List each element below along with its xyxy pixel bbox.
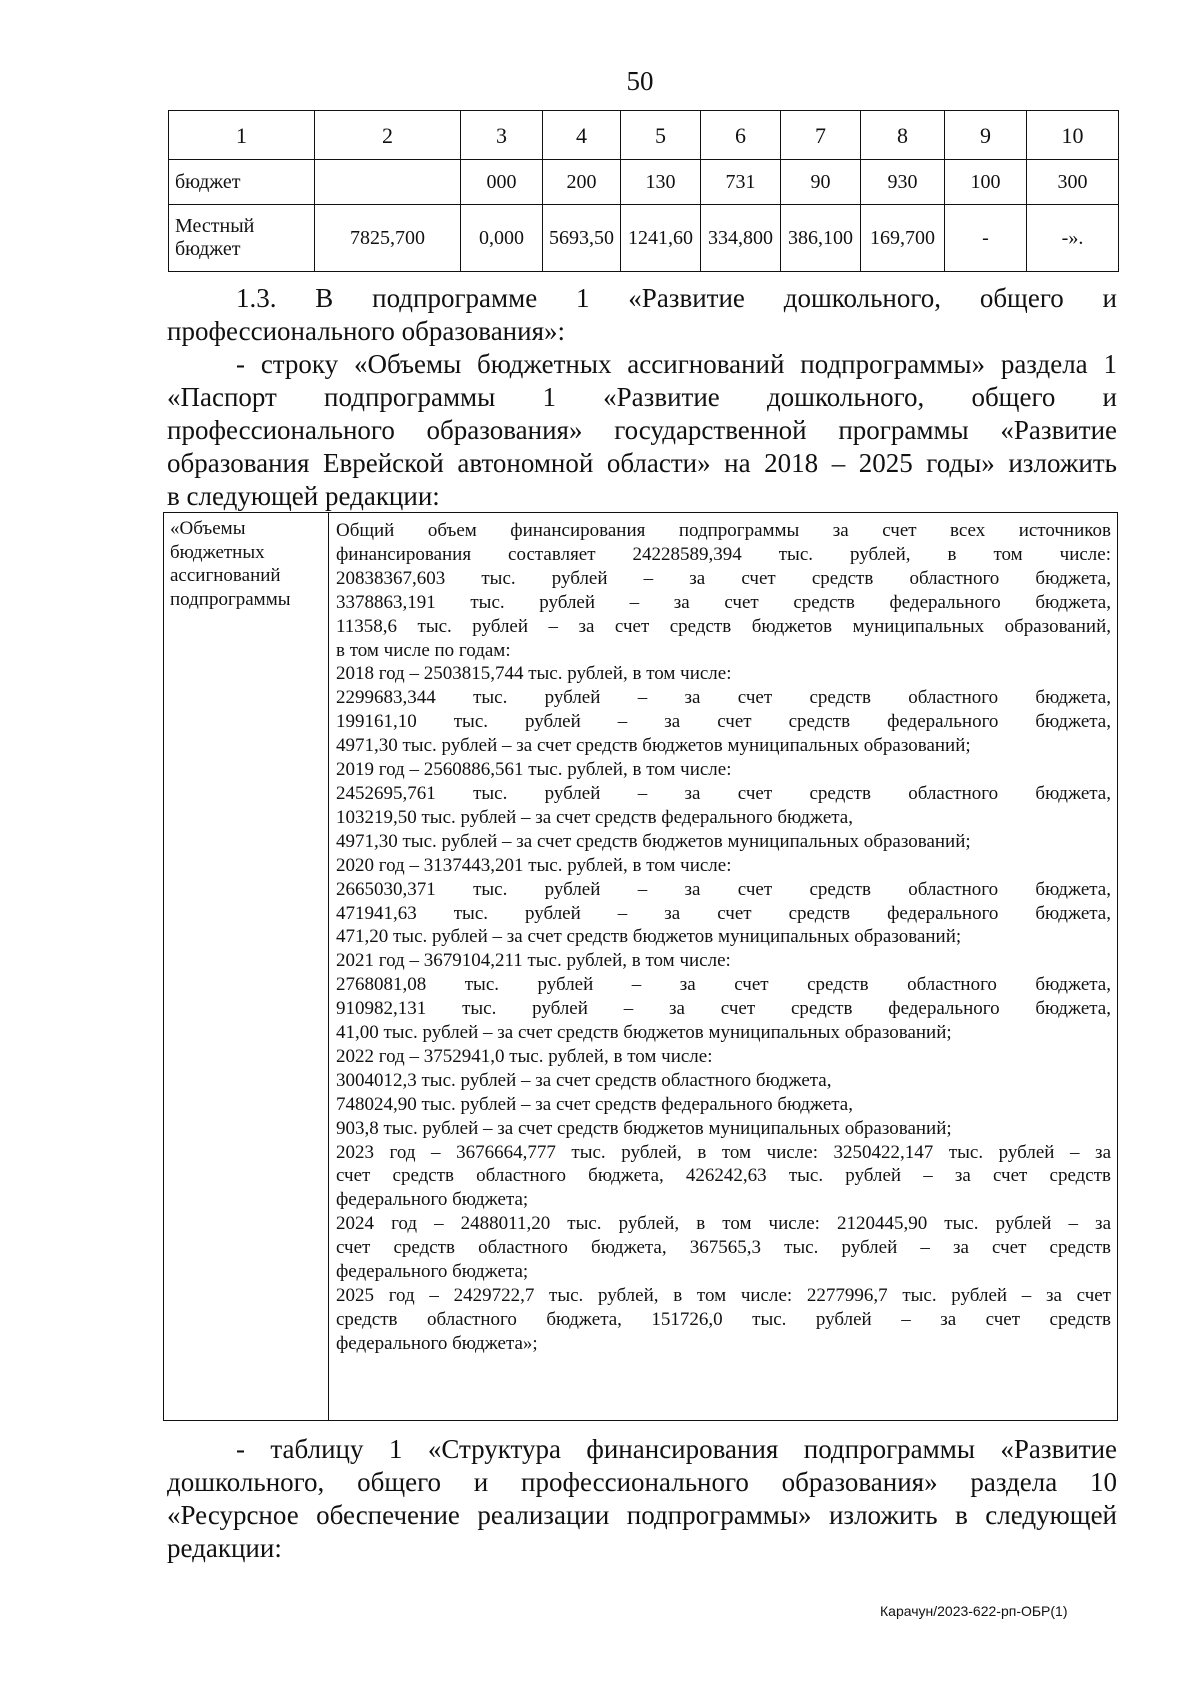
content-line: 471941,63 тыс. рублей – за счет средств федерального бюджета,	[336, 902, 1111, 924]
table-header-cell: 2	[315, 111, 461, 160]
table-header-cell: 9	[945, 111, 1027, 160]
content-line: 11358,6 тыс. рублей – за счет средств бюджетов муниципальных образований,	[336, 615, 1111, 637]
content-line: 2665030,371 тыс. рублей – за счет средств областного бюджета,	[336, 878, 1111, 900]
table-cell: 1241,60	[621, 205, 701, 272]
content-line: федерального бюджета;	[336, 1261, 529, 1283]
passport-content-cell	[329, 513, 1118, 1421]
content-line: 903,8 тыс. рублей – за счет средств бюджетов муниципальных образований;	[336, 1117, 952, 1139]
table-header-cell: 8	[861, 111, 945, 160]
text-line: - таблицу 1 «Структура финансирования подпрограммы «Развитие	[236, 1434, 1117, 1464]
table-cell: 300	[1027, 160, 1119, 205]
table-cell: 334,800	[701, 205, 781, 272]
content-line: 471,20 тыс. рублей – за счет средств бюджетов муниципальных образований;	[336, 926, 962, 948]
content-line: 2452695,761 тыс. рублей – за счет средств областного бюджета,	[336, 782, 1111, 804]
content-line: 103219,50 тыс. рублей – за счет средств федерального бюджета,	[336, 806, 853, 828]
passport-label-cell	[164, 513, 329, 1421]
table-cell: -».	[1027, 205, 1119, 272]
table-header-cell: 7	[781, 111, 861, 160]
content-line: счет средств областного бюджета, 367565,3 тыс. рублей – за счет средств	[336, 1237, 1111, 1259]
content-line: 41,00 тыс. рублей – за счет средств бюджетов муниципальных образований;	[336, 1022, 952, 1044]
label-line: подпрограммы	[170, 588, 291, 610]
table-cell: 930	[861, 160, 945, 205]
text-line: «Паспорт подпрограммы 1 «Развитие дошкольного, общего и	[167, 382, 1117, 412]
text-line: 1.3. В подпрограмме 1 «Развитие дошкольного, общего и	[236, 283, 1117, 313]
table-cell: 130	[621, 160, 701, 205]
content-line: финансирования составляет 24228589,394 тыс. рублей, в том числе:	[336, 543, 1111, 565]
table-cell: 200	[543, 160, 621, 205]
content-line: 2023 год – 3676664,777 тыс. рублей, в том числе: 3250422,147 тыс. рублей – за	[336, 1141, 1111, 1163]
text-line: редакции:	[167, 1533, 282, 1563]
content-line: 2022 год – 3752941,0 тыс. рублей, в том числе:	[336, 1045, 713, 1067]
content-line: в том числе по годам:	[336, 639, 511, 661]
content-line: Общий объем финансирования подпрограммы за счет всех источников	[336, 520, 1111, 541]
content-line: 910982,131 тыс. рублей – за счет средств федерального бюджета,	[336, 998, 1111, 1020]
text-line: «Ресурсное обеспечение реализации подпрограммы» изложить в следующей	[167, 1500, 1117, 1530]
content-line: 2299683,344 тыс. рублей – за счет средств областного бюджета,	[336, 687, 1111, 709]
table-row	[164, 513, 1118, 1421]
table-header-cell: 4	[543, 111, 621, 160]
budget-table	[168, 110, 1119, 272]
table-cell: 169,700	[861, 205, 945, 272]
content-line: 3378863,191 тыс. рублей – за счет средств федерального бюджета,	[336, 591, 1111, 613]
table-cell: 731	[701, 160, 781, 205]
content-line: федерального бюджета;	[336, 1189, 529, 1211]
content-line: 20838367,603 тыс. рублей – за счет средств областного бюджета,	[336, 567, 1111, 589]
table-cell: 000	[461, 160, 543, 205]
content-line: 199161,10 тыс. рублей – за счет средств федерального бюджета,	[336, 711, 1111, 733]
table-row	[169, 160, 1119, 205]
table-header-cell: 10	[1027, 111, 1119, 160]
content-line: 4971,30 тыс. рублей – за счет средств бюджетов муниципальных образований;	[336, 830, 971, 852]
table-cell: 386,100	[781, 205, 861, 272]
label-line: ассигнований	[170, 565, 281, 586]
content-line: 2768081,08 тыс. рублей – за счет средств областного бюджета,	[336, 974, 1111, 996]
table-cell	[315, 160, 461, 205]
content-line: средств областного бюджета, 151726,0 тыс. рублей – за счет средств	[336, 1308, 1111, 1330]
table-cell: бюджет	[169, 160, 315, 205]
content-line: 4971,30 тыс. рублей – за счет средств бюджетов муниципальных образований;	[336, 735, 971, 757]
label-line: «Объемы	[170, 518, 246, 539]
table-header-cell: 6	[701, 111, 781, 160]
content-line: 2025 год – 2429722,7 тыс. рублей, в том числе: 2277996,7 тыс. рублей – за счет	[336, 1285, 1111, 1306]
table-cell: 7825,700	[315, 205, 461, 272]
table-header-cell: 1	[169, 111, 315, 160]
content-line: 2021 год – 3679104,211 тыс. рублей, в том числе:	[336, 950, 731, 972]
paragraph-row-instruction	[167, 348, 1117, 513]
table-header-cell: 5	[621, 111, 701, 160]
text-line: дошкольного, общего и профессионального образования» раздела 10	[167, 1467, 1117, 1497]
content-line: 2024 год – 2488011,20 тыс. рублей, в том числе: 2120445,90 тыс. рублей – за	[336, 1213, 1111, 1235]
table-header-cell: 3	[461, 111, 543, 160]
table-cell: 100	[945, 160, 1027, 205]
text-line: образования Еврейской автономной области» на 2018 – 2025 годы» изложить	[167, 448, 1117, 478]
table-cell: 5693,50	[543, 205, 621, 272]
text-line: профессионального образования»:	[167, 316, 565, 346]
document-code: Карачун/2023-622-рп-ОБР(1)	[880, 1603, 1068, 1619]
content-line: 2018 год – 2503815,744 тыс. рублей, в том числе:	[336, 663, 732, 685]
content-line: 2019 год – 2560886,561 тыс. рублей, в том числе:	[336, 759, 732, 781]
passport-table	[163, 512, 1118, 1421]
text-line: - строку «Объемы бюджетных ассигнований подпрограммы» раздела 1	[236, 349, 1117, 379]
content-line: 2020 год – 3137443,201 тыс. рублей, в том числе:	[336, 854, 732, 876]
table-cell: -	[945, 205, 1027, 272]
paragraph-1-3	[167, 282, 1117, 348]
table-cell: 90	[781, 160, 861, 205]
label-line: бюджетных	[170, 541, 265, 563]
text-line: профессионального образования» государственной программы «Развитие	[167, 415, 1117, 445]
content-line: счет средств областного бюджета, 426242,63 тыс. рублей – за счет средств	[336, 1165, 1111, 1187]
page-number: 50	[626, 66, 654, 96]
table-header-row	[169, 111, 1119, 160]
content-line: федерального бюджета»;	[336, 1332, 538, 1354]
content-line: 748024,90 тыс. рублей – за счет средств федерального бюджета,	[336, 1093, 853, 1115]
paragraph-table-instruction	[167, 1433, 1117, 1565]
table-cell: Местный бюджет	[169, 205, 315, 272]
content-line: 3004012,3 тыс. рублей – за счет средств областного бюджета,	[336, 1069, 832, 1091]
text-line: в следующей редакции:	[167, 481, 440, 511]
table-row	[169, 205, 1119, 272]
table-cell: 0,000	[461, 205, 543, 272]
